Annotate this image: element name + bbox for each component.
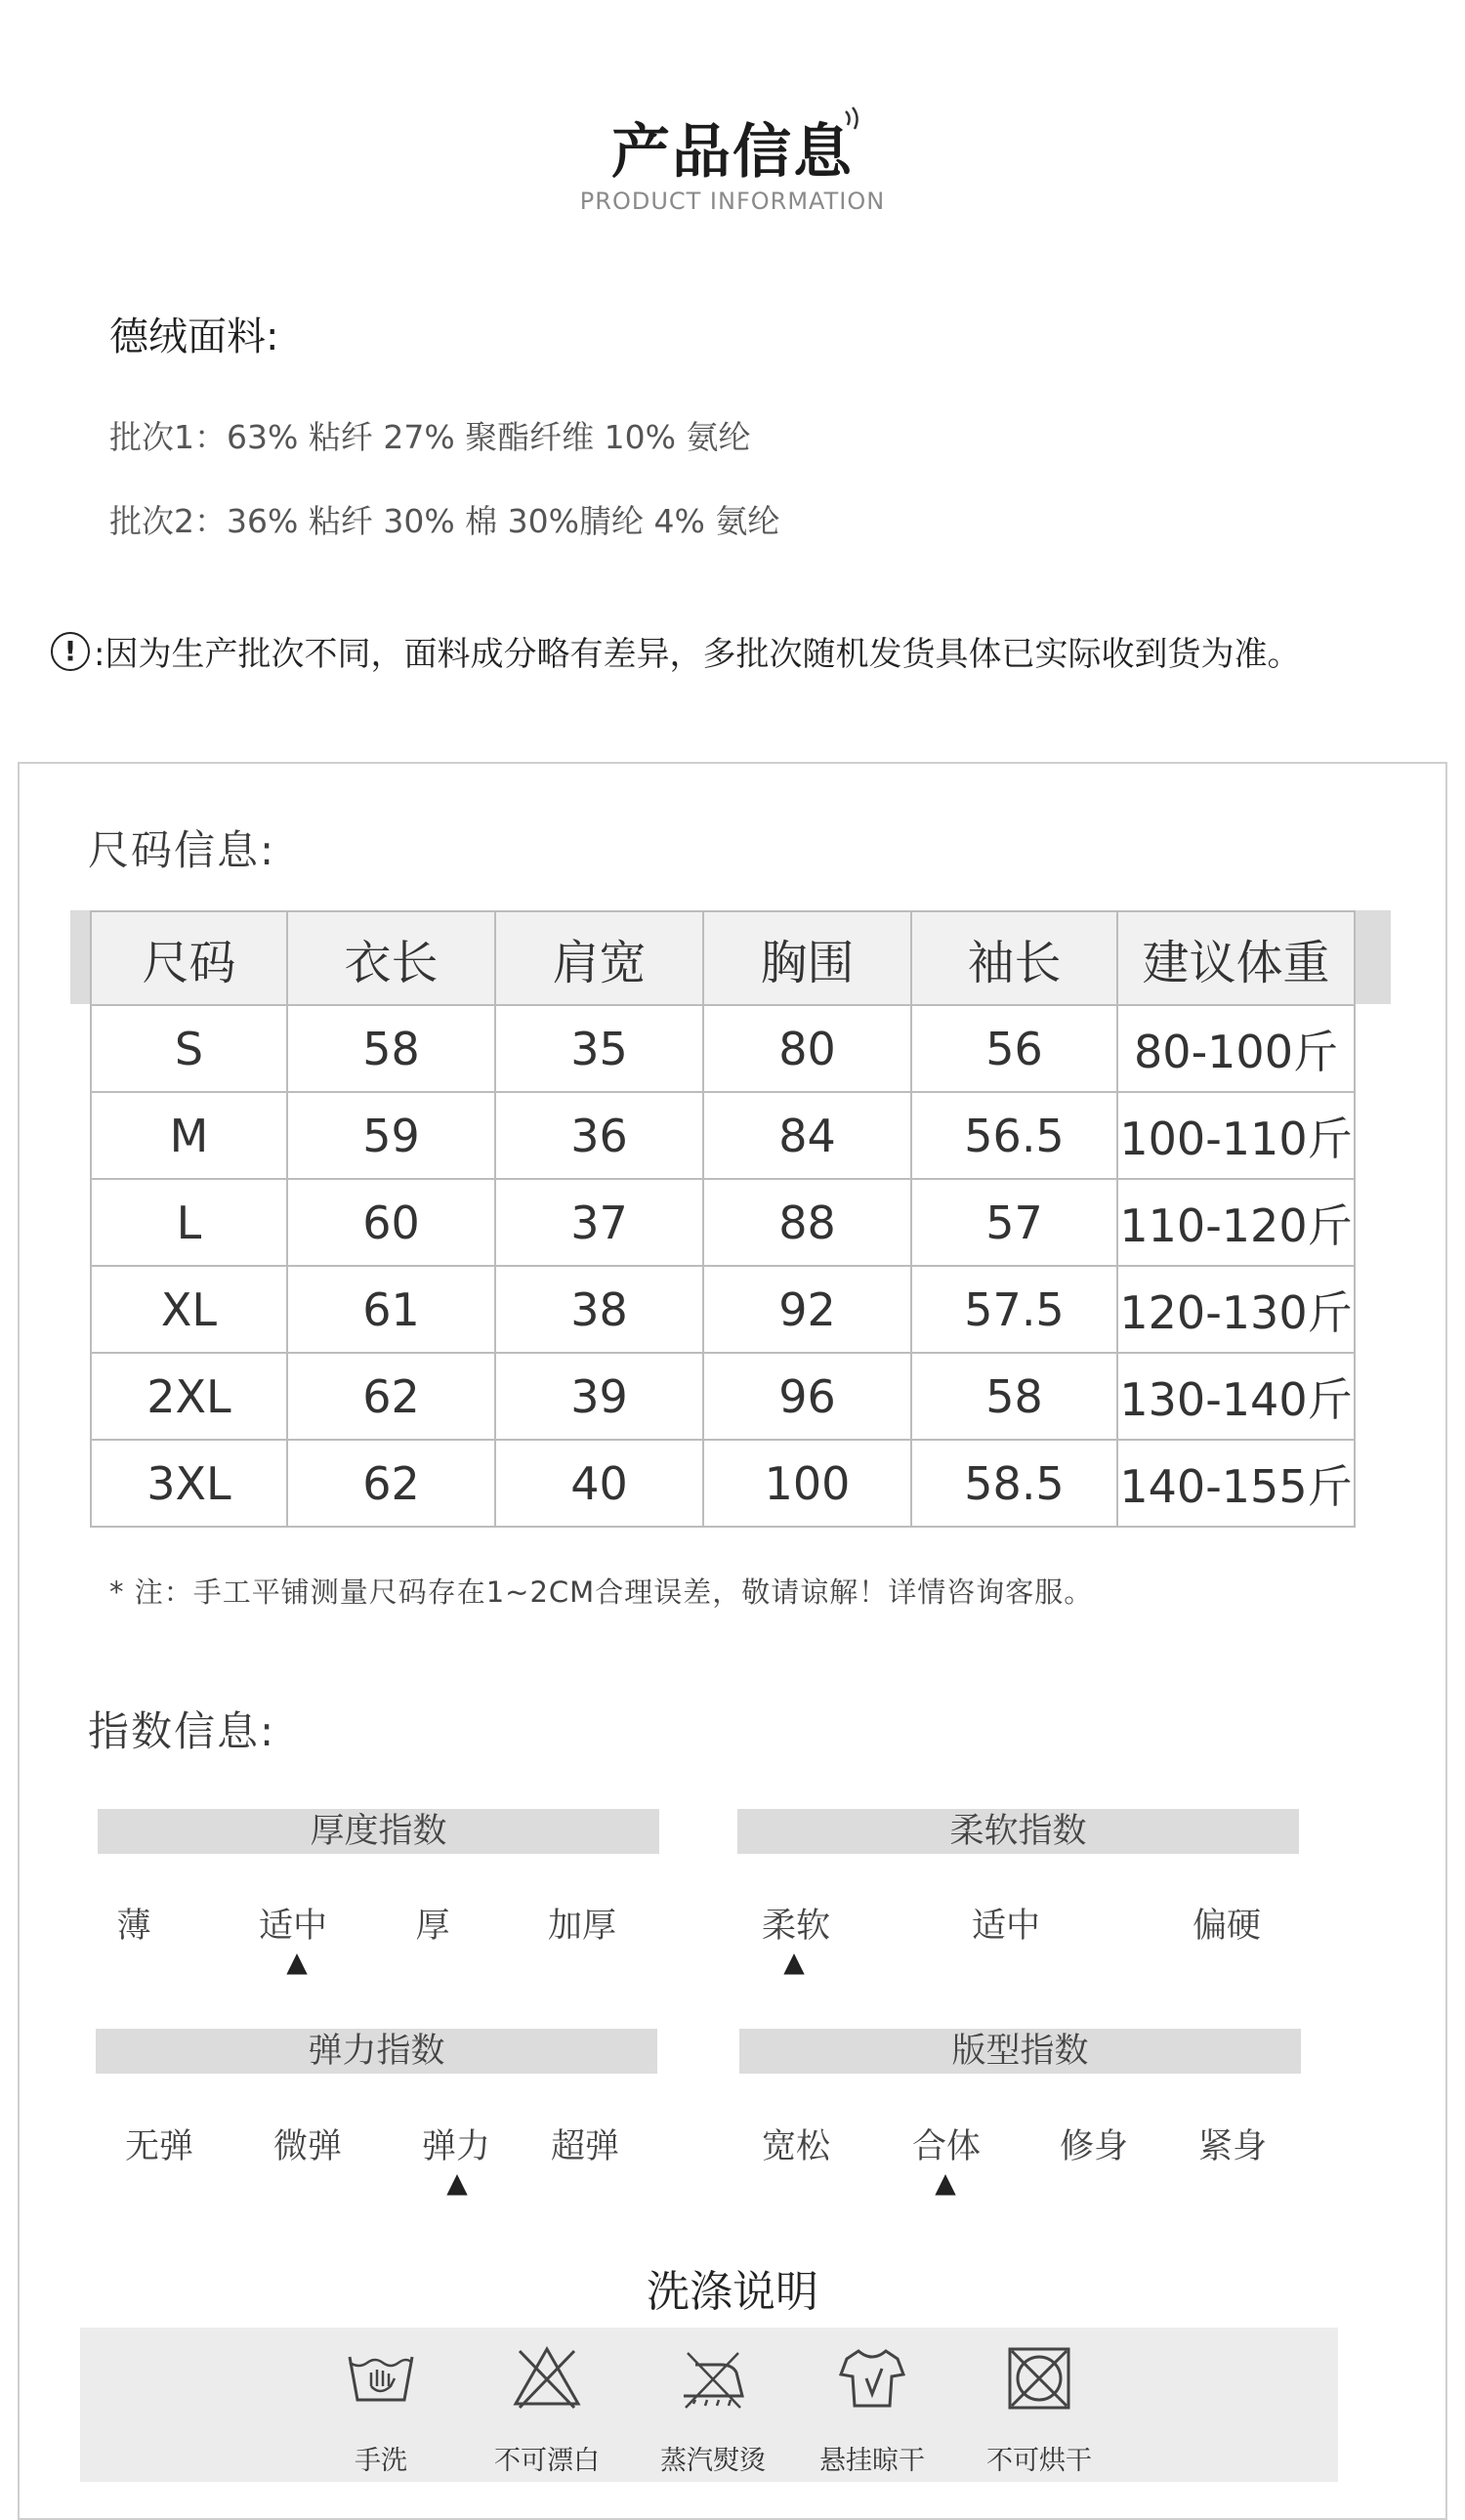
no-tumble-dry-icon bbox=[1000, 2339, 1078, 2417]
size-note: * 注：手工平铺测量尺码存在1~2CM合理误差，敬请谅解！详情咨询客服。 bbox=[109, 1575, 1094, 1609]
fabric-batch-1: 批次1：63% 粘纤 27% 聚酯纤维 10% 氨纶 bbox=[109, 418, 751, 456]
table-cell: 38 bbox=[495, 1266, 703, 1353]
table-cell: 80-100斤 bbox=[1117, 1005, 1355, 1092]
table-cell: 61 bbox=[287, 1266, 495, 1353]
batch-notice bbox=[51, 627, 1300, 675]
table-cell: 60 bbox=[287, 1179, 495, 1266]
fit-option-tight: 紧身 bbox=[1197, 2127, 1267, 2166]
table-row bbox=[91, 1440, 1355, 1527]
table-cell: 40 bbox=[495, 1440, 703, 1527]
page-title: 产品信息 bbox=[611, 118, 854, 187]
table-row bbox=[91, 1266, 1355, 1353]
size-table bbox=[90, 910, 1356, 1528]
table-cell: 130-140斤 bbox=[1117, 1353, 1355, 1440]
thickness-option-medium: 适中 bbox=[258, 1907, 327, 1946]
table-cell: 96 bbox=[703, 1353, 911, 1440]
hand-wash-icon bbox=[342, 2339, 420, 2417]
wash-label-hang-dry: 悬挂晾干 bbox=[819, 2446, 925, 2476]
wash-label-steam-iron: 蒸汽熨烫 bbox=[660, 2446, 766, 2476]
table-cell: 35 bbox=[495, 1005, 703, 1092]
fit-selected-marker: ▲ bbox=[935, 2166, 956, 2199]
table-row bbox=[91, 1092, 1355, 1179]
table-cell: M bbox=[91, 1092, 287, 1179]
washing-title: 洗涤说明 bbox=[647, 2267, 818, 2317]
elasticity-option-super: 超弹 bbox=[550, 2127, 619, 2166]
fit-option-slim: 修身 bbox=[1059, 2127, 1128, 2166]
table-cell: 58.5 bbox=[911, 1440, 1117, 1527]
fabric-title: 德绒面料: bbox=[109, 315, 279, 359]
table-cell: 37 bbox=[495, 1179, 703, 1266]
table-cell: 58 bbox=[287, 1005, 495, 1092]
wash-label-hand-wash: 手洗 bbox=[355, 2446, 407, 2476]
elasticity-selected-marker: ▲ bbox=[446, 2166, 468, 2199]
table-cell: 56 bbox=[911, 1005, 1117, 1092]
table-cell: 100-110斤 bbox=[1117, 1092, 1355, 1179]
table-cell: 92 bbox=[703, 1266, 911, 1353]
signal-mark-icon bbox=[842, 105, 867, 135]
table-cell: 2XL bbox=[91, 1353, 287, 1440]
table-cell: L bbox=[91, 1179, 287, 1266]
table-cell: S bbox=[91, 1005, 287, 1092]
no-bleach-icon bbox=[508, 2339, 586, 2417]
fit-option-regular: 合体 bbox=[911, 2127, 981, 2166]
fit-index-bar: 版型指数 bbox=[739, 2029, 1301, 2074]
header-weight: 建议体重 bbox=[1117, 911, 1355, 1005]
softness-selected-marker: ▲ bbox=[783, 1946, 805, 1978]
table-cell: 110-120斤 bbox=[1117, 1179, 1355, 1266]
thickness-index-bar: 厚度指数 bbox=[98, 1809, 659, 1854]
index-info-title: 指数信息: bbox=[88, 1707, 276, 1755]
softness-index-bar: 柔软指数 bbox=[737, 1809, 1299, 1854]
table-cell: 59 bbox=[287, 1092, 495, 1179]
table-cell: 88 bbox=[703, 1179, 911, 1266]
softness-option-hard: 偏硬 bbox=[1192, 1907, 1261, 1946]
elasticity-index-bar: 弹力指数 bbox=[96, 2029, 657, 2074]
wash-label-no-bleach: 不可漂白 bbox=[494, 2446, 600, 2476]
size-info-title: 尺码信息: bbox=[88, 826, 276, 874]
no-steam-iron-icon bbox=[674, 2339, 752, 2417]
header-shoulder: 肩宽 bbox=[495, 911, 703, 1005]
table-cell: 57 bbox=[911, 1179, 1117, 1266]
elasticity-option-slight: 微弹 bbox=[272, 2127, 342, 2166]
table-cell: 56.5 bbox=[911, 1092, 1117, 1179]
table-cell: 140-155斤 bbox=[1117, 1440, 1355, 1527]
softness-option-soft: 柔软 bbox=[761, 1907, 830, 1946]
header-size: 尺码 bbox=[91, 911, 287, 1005]
table-cell: 39 bbox=[495, 1353, 703, 1440]
thickness-option-thick: 厚 bbox=[415, 1907, 450, 1946]
table-cell: 62 bbox=[287, 1440, 495, 1527]
table-row bbox=[91, 1179, 1355, 1266]
table-cell: XL bbox=[91, 1266, 287, 1353]
table-cell: 3XL bbox=[91, 1440, 287, 1527]
table-cell: 57.5 bbox=[911, 1266, 1117, 1353]
fit-option-loose: 宽松 bbox=[761, 2127, 830, 2166]
thickness-selected-marker: ▲ bbox=[286, 1946, 308, 1978]
header-chest: 胸围 bbox=[703, 911, 911, 1005]
table-cell: 62 bbox=[287, 1353, 495, 1440]
fabric-batch-2: 批次2：36% 粘纤 30% 棉 30%腈纶 4% 氨纶 bbox=[109, 502, 780, 540]
elasticity-option-none: 无弹 bbox=[124, 2127, 193, 2166]
table-cell: 100 bbox=[703, 1440, 911, 1527]
table-row bbox=[91, 1005, 1355, 1092]
wash-label-no-tumble-dry: 不可烘干 bbox=[986, 2446, 1092, 2476]
exclamation-icon: ! bbox=[51, 632, 90, 671]
softness-option-medium: 适中 bbox=[971, 1907, 1040, 1946]
notice-text: :因为生产批次不同，面料成分略有差异，多批次随机发货具体已实际收到货为准。 bbox=[94, 635, 1301, 674]
hang-dry-icon bbox=[833, 2339, 911, 2417]
table-row bbox=[91, 1353, 1355, 1440]
thickness-option-extra-thick: 加厚 bbox=[547, 1907, 616, 1946]
thickness-option-thin: 薄 bbox=[116, 1907, 151, 1946]
table-cell: 80 bbox=[703, 1005, 911, 1092]
size-table-header bbox=[91, 911, 1355, 1005]
header-sleeve: 袖长 bbox=[911, 911, 1117, 1005]
header-length: 衣长 bbox=[287, 911, 495, 1005]
page-subtitle: PRODUCT INFORMATION bbox=[579, 188, 886, 215]
table-cell: 120-130斤 bbox=[1117, 1266, 1355, 1353]
table-cell: 84 bbox=[703, 1092, 911, 1179]
elasticity-option-elastic: 弹力 bbox=[421, 2127, 490, 2166]
table-cell: 58 bbox=[911, 1353, 1117, 1440]
table-cell: 36 bbox=[495, 1092, 703, 1179]
